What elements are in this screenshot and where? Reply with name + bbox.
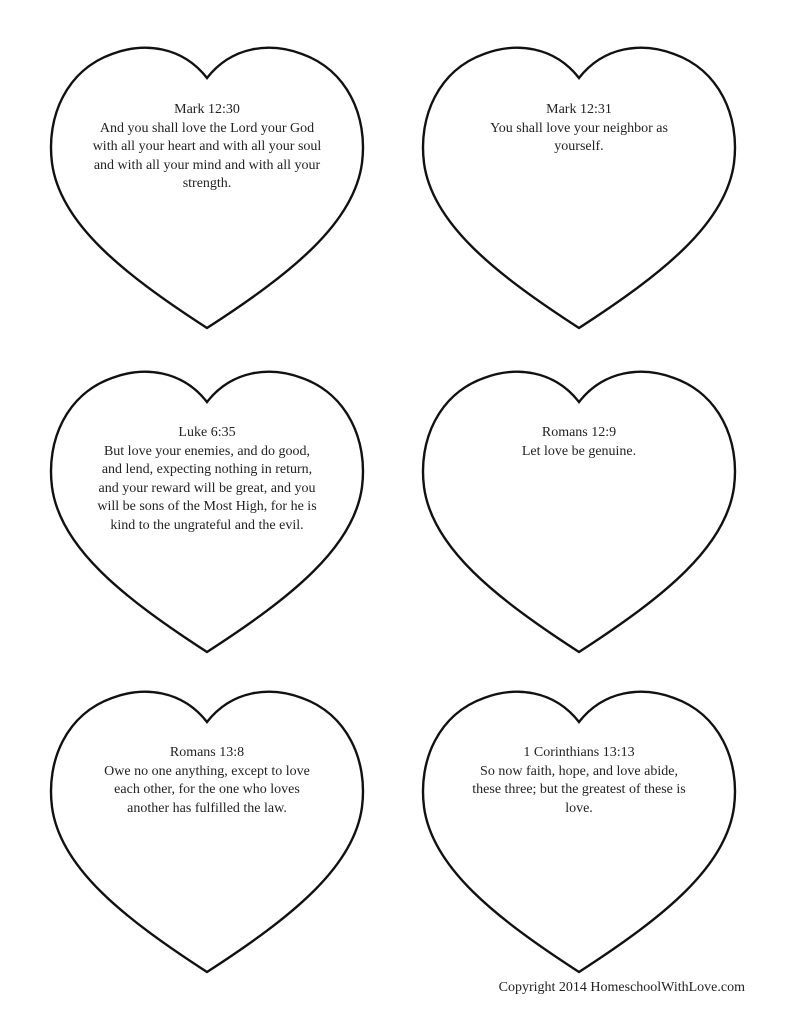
verse-text	[92, 101, 322, 194]
verse-line: will be sons of the Most High, for he is	[97, 499, 317, 514]
verse-line: But love your enemies, and do good,	[103, 443, 311, 459]
verse-reference: Romans 13:8	[169, 745, 245, 760]
heart-outline-icon	[414, 692, 744, 972]
heart-outline-icon	[414, 372, 744, 652]
verse-line: Let love be genuine.	[521, 443, 637, 459]
verse-line: and with all your mind and with all your	[93, 157, 321, 173]
verse-line: each other, for the one who loves	[114, 782, 300, 797]
heart-card-romans-12-9	[414, 372, 744, 652]
verse-line: You shall love your neighbor as	[490, 120, 668, 136]
verse-line: strength.	[182, 176, 232, 191]
heart-card-mark-12-31	[414, 48, 744, 328]
verse-reference: Mark 12:31	[546, 102, 612, 117]
verse-line: another has fulfilled the law.	[127, 800, 287, 816]
verse-line: and your reward will be great, and you	[98, 480, 316, 496]
heart-outline-icon	[42, 692, 372, 972]
verse-line: these three; but the greatest of these is	[472, 782, 686, 797]
heart-card-1-corinthians-13-13	[414, 692, 744, 972]
verse-line: And you shall love the Lord your God	[99, 120, 315, 136]
heart-card-romans-13-8	[42, 692, 372, 972]
verse-text	[464, 101, 694, 157]
verse-line: yourself.	[554, 139, 604, 154]
verse-line: kind to the ungrateful and the evil.	[110, 517, 304, 533]
verse-line: and lend, expecting nothing in return,	[101, 462, 313, 477]
verse-line: with all your heart and with all your soul	[92, 139, 322, 154]
heart-card-luke-6-35	[42, 372, 372, 652]
verse-line: love.	[565, 800, 593, 816]
verse-reference: Mark 12:30	[174, 102, 240, 117]
verse-line: Owe no one anything, except to love	[104, 763, 310, 779]
copyright-notice: Copyright 2014 HomeschoolWithLove.com	[498, 980, 745, 995]
verse-text	[92, 424, 322, 535]
verse-reference: Luke 6:35	[178, 425, 236, 440]
verse-text	[92, 744, 322, 818]
verse-text	[464, 424, 694, 461]
heart-card-mark-12-30	[42, 48, 372, 328]
heart-outline-icon	[414, 48, 744, 328]
verse-reference: Romans 12:9	[541, 425, 617, 440]
verse-reference: 1 Corinthians 13:13	[523, 745, 635, 760]
verse-line: So now faith, hope, and love abide,	[480, 763, 678, 779]
verse-text	[464, 744, 694, 818]
